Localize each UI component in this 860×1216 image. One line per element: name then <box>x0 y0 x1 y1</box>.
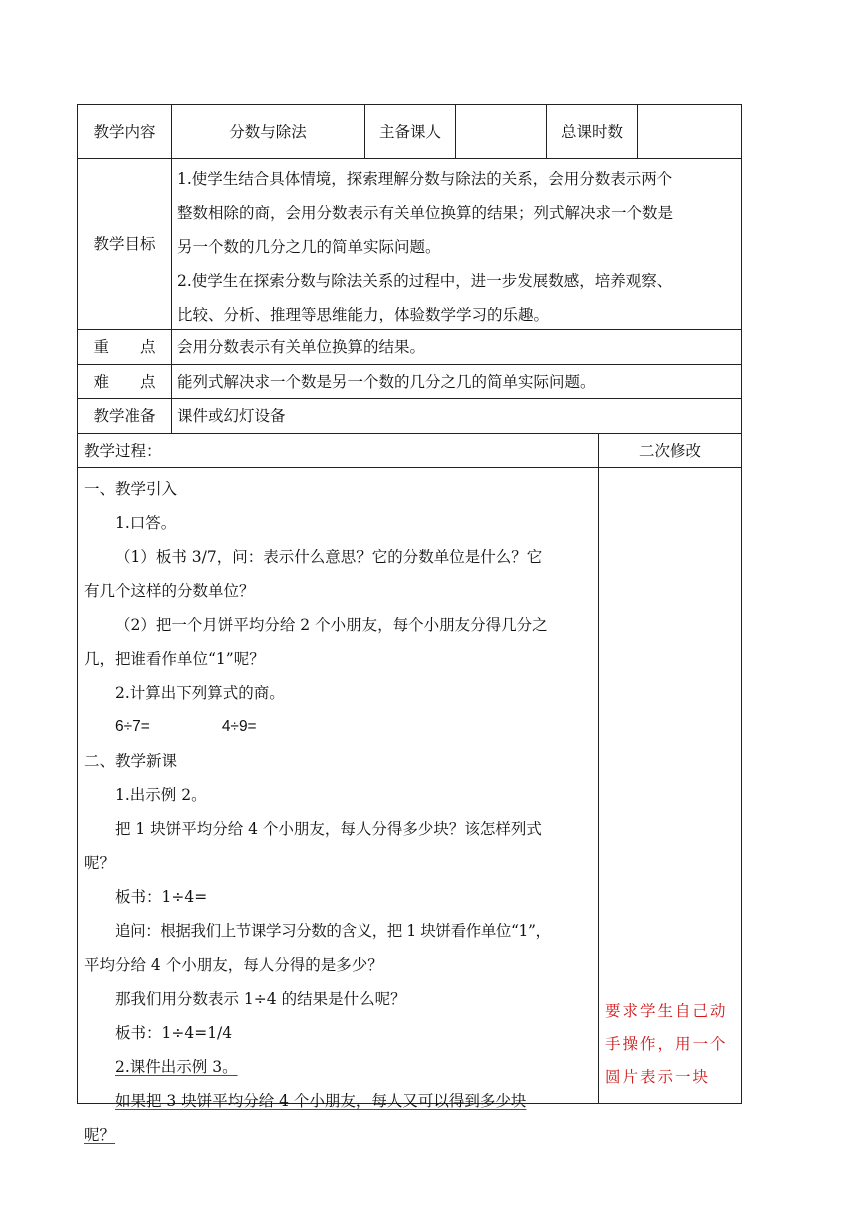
revision-note-line: 手操作，用一个 <box>605 1035 728 1053</box>
key-point-label: 重 点 <box>93 338 156 356</box>
process-line: 有几个这样的分数单位？ <box>84 582 255 600</box>
hours-value <box>638 105 741 158</box>
key-point-value: 会用分数表示有关单位换算的结果。 <box>177 338 426 356</box>
table-line <box>77 158 742 159</box>
table-border-right <box>741 104 742 1104</box>
process-line: （1）板书 3/7，问：表示什么意思？它的分数单位是什么？它 <box>115 548 543 566</box>
goals-label: 教学目标 <box>93 235 156 253</box>
content-value: 分数与除法 <box>229 122 307 141</box>
process-line: 1.出示例 2。 <box>115 786 207 804</box>
difficulty-value: 能列式解决求一个数是另一个数的几分之几的简单实际问题。 <box>177 372 596 391</box>
goal-line: 2.使学生在探索分数与除法关系的过程中，进一步发展数感，培养观察、 <box>177 272 673 290</box>
table-line <box>77 467 742 468</box>
teacher-value <box>456 105 546 158</box>
process-line: 板书：1÷4=1/4 <box>115 1024 233 1042</box>
hours-label: 总课时数 <box>560 122 623 141</box>
revision-note-line: 圆片表示一块 <box>605 1068 711 1086</box>
example3-question: 如果把 3 块饼平均分给 4 个小朋友，每人又可以得到多少块 <box>115 1092 527 1110</box>
process-line: 呢？ <box>84 854 116 872</box>
process-line: 那我们用分数表示 1÷4 的结果是什么呢？ <box>115 990 406 1008</box>
process-line: 1.口答。 <box>115 514 177 532</box>
process-line: 追问：根据我们上节课学习分数的含义，把 1 块饼看作单位“1”， <box>115 922 551 940</box>
equation-b: 4÷9= <box>221 718 257 735</box>
section-heading: 二、教学新课 <box>84 752 178 770</box>
goal-line: 比较、分析、推理等思维能力，体验数学学习的乐趣。 <box>177 306 550 324</box>
process-line: 把 1 块饼平均分给 4 个小朋友，每人分得多少块？该怎样列式 <box>115 820 542 838</box>
revision-note-line: 要求学生自己动 <box>605 1002 728 1020</box>
preparation-value: 课件或幻灯设备 <box>177 407 286 425</box>
goals-text <box>177 162 739 332</box>
goal-line: 1.使学生结合具体情境，探索理解分数与除法的关系，会用分数表示两个 <box>177 170 673 188</box>
goal-line: 整数相除的商，会用分数表示有关单位换算的结果；列式解决求一个数是 <box>177 204 674 222</box>
table-line <box>598 433 599 1104</box>
revision-note <box>605 995 737 1094</box>
example3-question-end: 呢？ <box>84 1126 116 1144</box>
equation-a: 6÷7= <box>115 718 150 735</box>
difficulty-label: 难 点 <box>93 372 156 391</box>
process-line <box>84 1084 596 1118</box>
process-line: 板书：1÷4= <box>115 888 208 906</box>
process-line: （2）把一个月饼平均分给 2 个小朋友，每个小朋友分得几分之 <box>115 616 548 634</box>
process-line <box>84 1050 596 1084</box>
content-label: 教学内容 <box>93 122 156 141</box>
process-line <box>84 1118 596 1152</box>
process-line: 平均分给 4 个小朋友，每人分得的是多少？ <box>84 956 383 974</box>
equation-line <box>84 710 596 744</box>
goal-line: 另一个数的几分之几的简单实际问题。 <box>177 238 441 256</box>
teacher-label: 主备课人 <box>378 122 441 141</box>
example3-text: 2.课件出示例 3。 <box>115 1058 238 1076</box>
process-line: 2.计算出下列算式的商。 <box>115 684 285 702</box>
section-heading: 一、教学引入 <box>84 480 178 498</box>
process-line: 几，把谁看作单位“1”呢？ <box>84 650 265 668</box>
preparation-label: 教学准备 <box>93 407 156 425</box>
revision-label: 二次修改 <box>638 441 701 460</box>
process-label: 教学过程： <box>84 441 162 460</box>
process-body <box>84 472 596 1152</box>
